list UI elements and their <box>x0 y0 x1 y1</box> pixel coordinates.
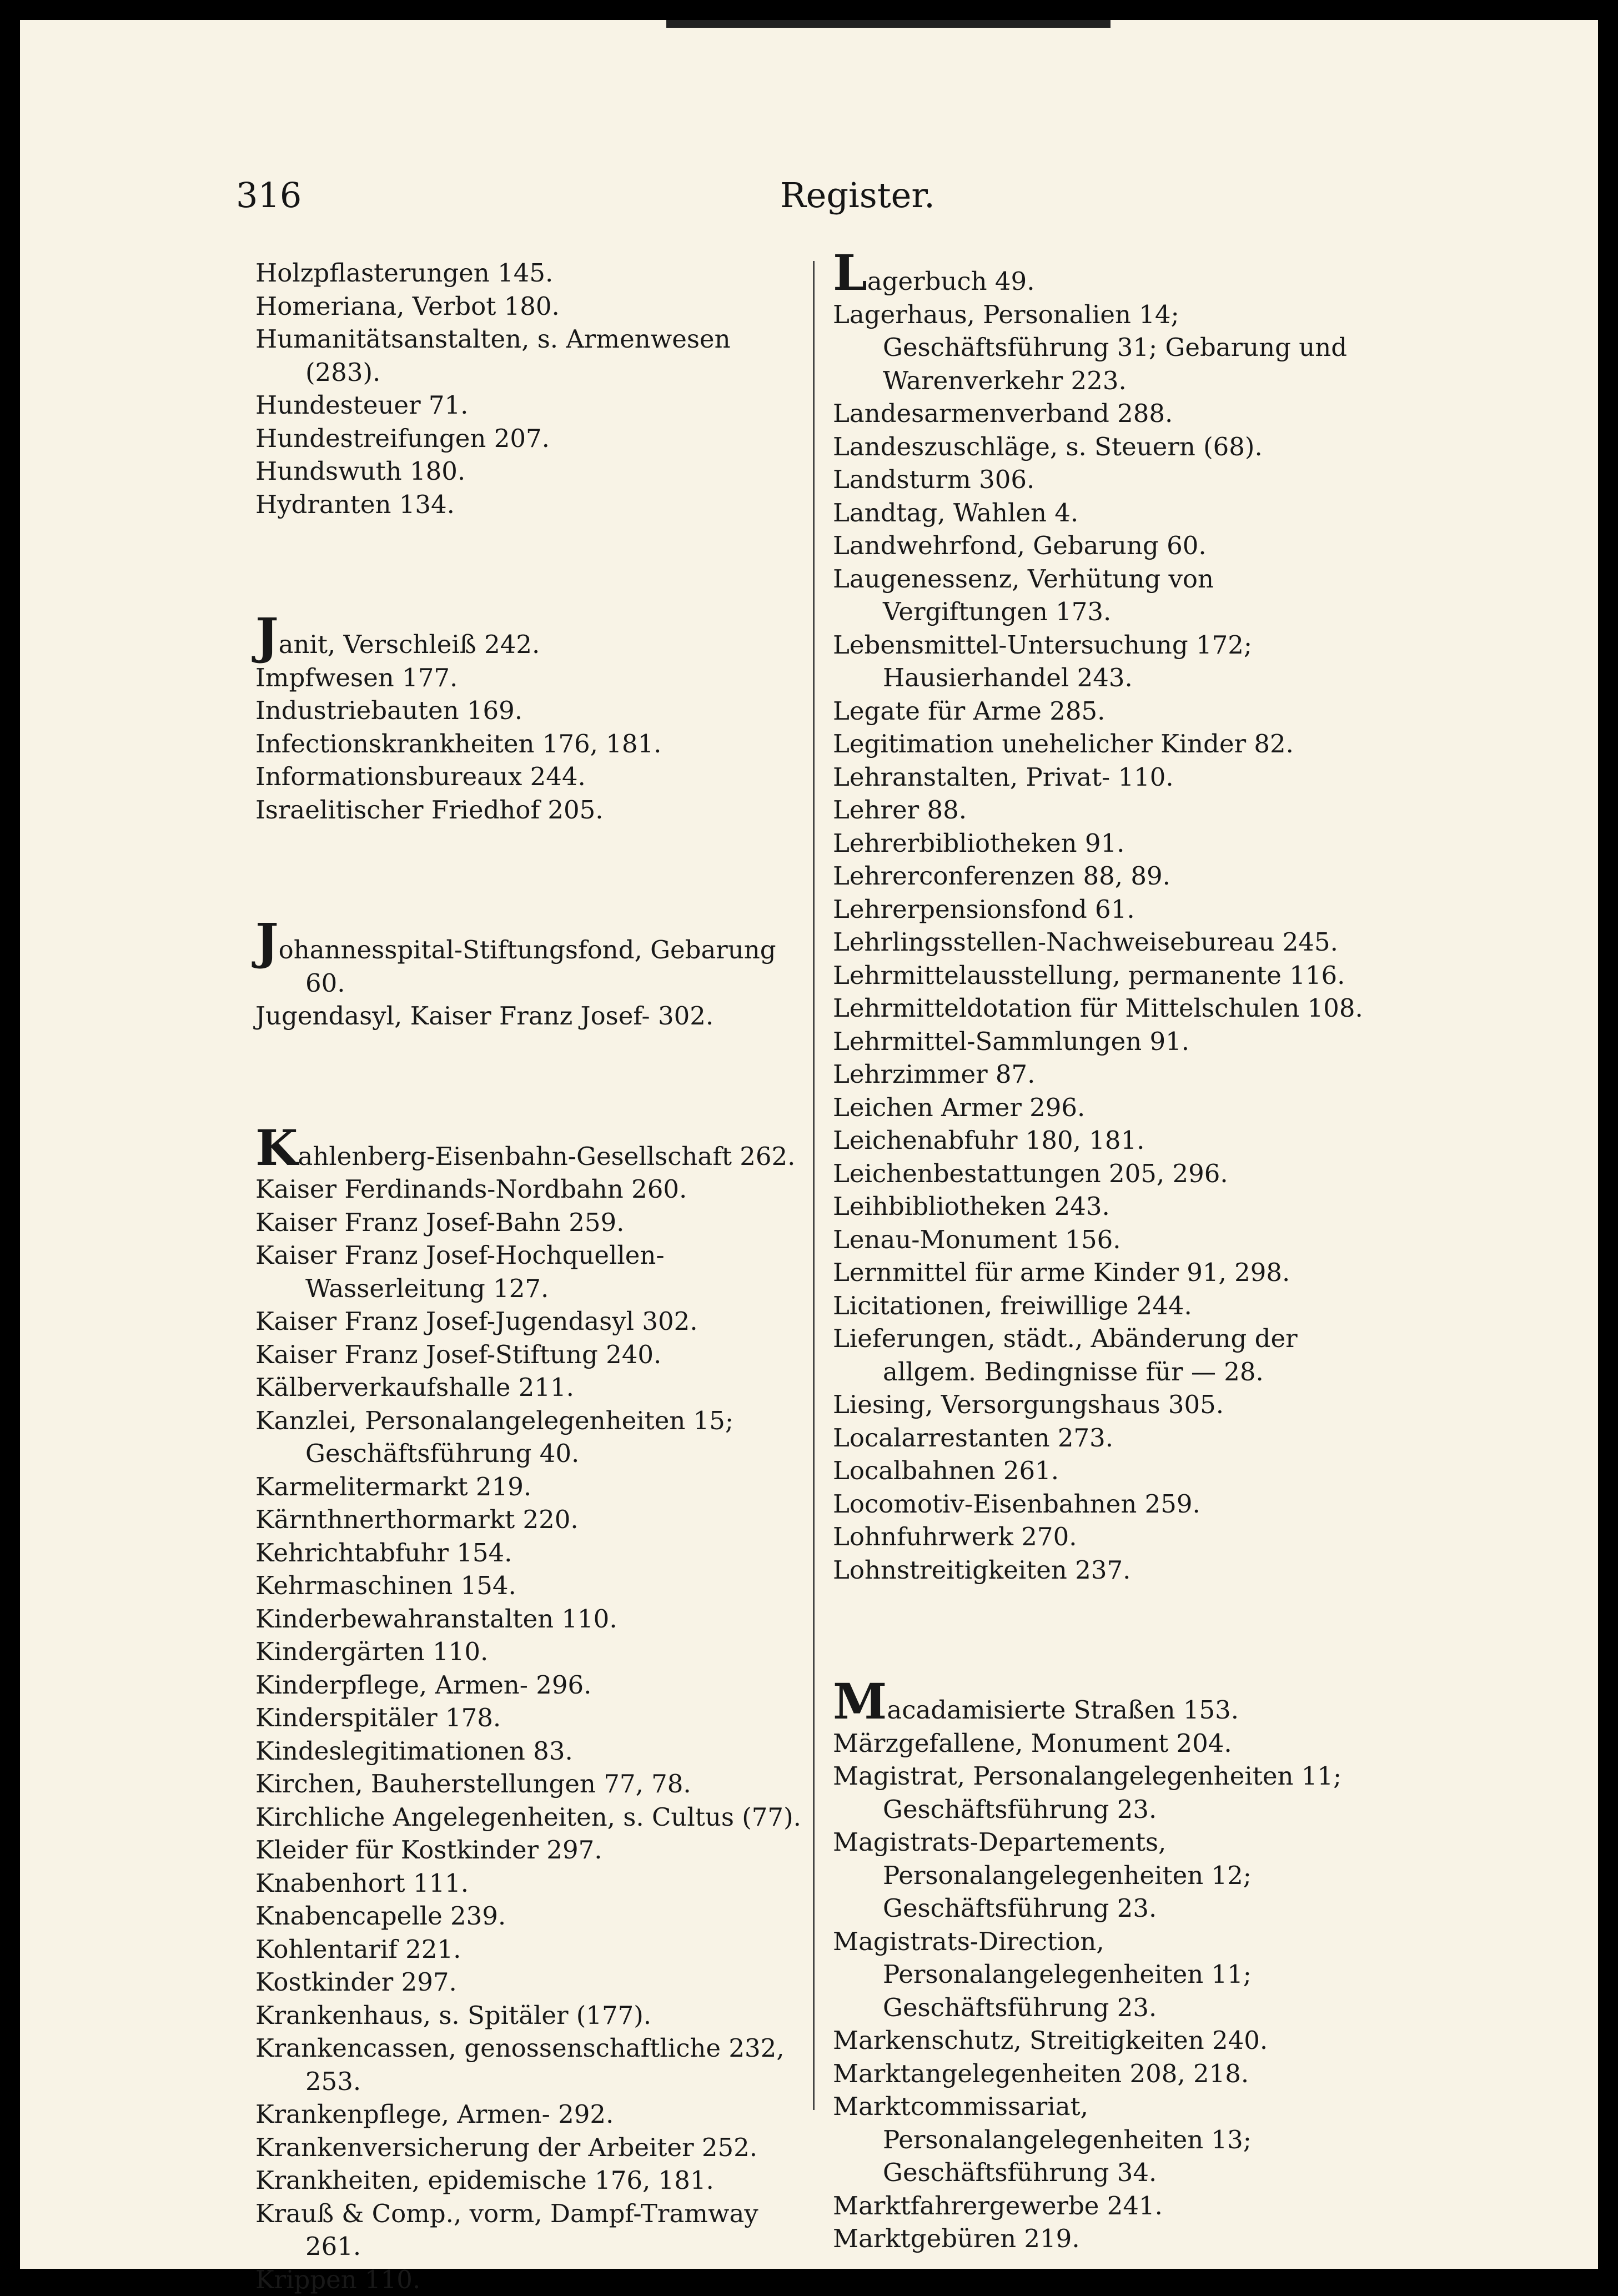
index-entry: Märzgefallene, Monument 204. <box>833 1727 1385 1760</box>
index-entry: Kanzlei, Personalangelegenheiten 15; Geschäftsführung 40. <box>255 1404 811 1470</box>
index-entry: Lieferungen, städt., Abänderung der allgem. Bedingnisse für — 28. <box>833 1322 1385 1388</box>
index-entry: Marktcommissariat, Personalangelegenheiten 13; Geschäftsführung 34. <box>833 2090 1385 2189</box>
index-entry: Krankenversicherung der Arbeiter 252. <box>255 2131 811 2164</box>
index-entry: Kahlenberg-Eisenbahn-Gesellschaft 262. <box>255 1132 811 1173</box>
index-entry: Hundesteuer 71. <box>255 389 811 422</box>
index-entry: Magistrats-Direction, Personalangelegenheiten 11; Geschäftsführung 23. <box>833 1925 1385 2024</box>
index-entry: Kindergärten 110. <box>255 1635 811 1669</box>
index-entry: Lagerbuch 49. <box>833 257 1385 298</box>
index-entry: Locomotiv-Eisenbahnen 259. <box>833 1488 1385 1521</box>
index-entry: Hundestreifungen 207. <box>255 422 811 455</box>
index-entry: Kinderbewahranstalten 110. <box>255 1602 811 1636</box>
column-divider <box>813 261 815 2110</box>
index-entry: Magistrats-Departements, Personalangelegenheiten 12; Geschäftsführung 23. <box>833 1826 1385 1925</box>
index-entry: Karmelitermarkt 219. <box>255 1470 811 1504</box>
index-entry: Kostkinder 297. <box>255 1966 811 1999</box>
index-entry: Lehrerpensionsfond 61. <box>833 893 1385 926</box>
index-entry: Kleider für Kostkinder 297. <box>255 1833 811 1867</box>
right-column <box>833 257 1385 2255</box>
index-entry: Krankheiten, epidemische 176, 181. <box>255 2164 811 2197</box>
index-entry: Kaiser Franz Josef-Jugendasyl 302. <box>255 1305 811 1338</box>
index-entry: Localbahnen 261. <box>833 1454 1385 1488</box>
index-entry: Kindeslegitimationen 83. <box>255 1735 811 1768</box>
section-j <box>255 925 811 1033</box>
index-entry: Lehranstalten, Privat- 110. <box>833 761 1385 794</box>
index-entry: Kehrmaschinen 154. <box>255 1569 811 1602</box>
index-entry: Kirchliche Angelegenheiten, s. Cultus (77). <box>255 1801 811 1834</box>
index-entry: Leichenbestattungen 205, 296. <box>833 1157 1385 1190</box>
index-entry: Holzpflasterungen 145. <box>255 257 811 290</box>
index-entry: Landwehrfond, Gebarung 60. <box>833 529 1385 562</box>
index-entry: Lehrerbibliotheken 91. <box>833 827 1385 860</box>
left-column <box>255 257 811 2296</box>
index-entry: Lebensmittel-Untersuchung 172; Hausierhandel 243. <box>833 629 1385 695</box>
index-entry: Infectionskrankheiten 176, 181. <box>255 727 811 761</box>
index-entry: Liesing, Versorgungshaus 305. <box>833 1388 1385 1421</box>
section-i <box>255 620 811 826</box>
section-initial: J <box>255 607 279 665</box>
index-entry: Landesarmenverband 288. <box>833 397 1385 430</box>
index-entry: Localarrestanten 273. <box>833 1421 1385 1455</box>
index-entry: Kälberverkaufshalle 211. <box>255 1371 811 1404</box>
section-initial: L <box>833 244 867 302</box>
index-entry: Kirchen, Bauherstellungen 77, 78. <box>255 1767 811 1801</box>
index-entry: Hydranten 134. <box>255 488 811 521</box>
index-entry: Landsturm 306. <box>833 463 1385 496</box>
index-entry: Kehrichtabfuhr 154. <box>255 1536 811 1570</box>
index-entry: Knabenhort 111. <box>255 1867 811 1900</box>
index-entry: Kärnthnerthormarkt 220. <box>255 1503 811 1536</box>
index-entry: Lenau-Monument 156. <box>833 1223 1385 1257</box>
index-entry: Lehrerconferenzen 88, 89. <box>833 860 1385 893</box>
index-entry: Lehrmitteldotation für Mittelschulen 108. <box>833 992 1385 1025</box>
index-entry: Leichenabfuhr 180, 181. <box>833 1124 1385 1157</box>
index-entry: Israelitischer Friedhof 205. <box>255 793 811 827</box>
index-entry: Lehrzimmer 87. <box>833 1058 1385 1091</box>
index-entry: Kaiser Franz Josef-Hochquellen-Wasserleitung 127. <box>255 1239 811 1305</box>
index-entry: Marktfahrergewerbe 241. <box>833 2189 1385 2223</box>
index-entry: Licitationen, freiwillige 244. <box>833 1289 1385 1323</box>
index-entry: Lernmittel für arme Kinder 91, 298. <box>833 1256 1385 1289</box>
index-entry: Homeriana, Verbot 180. <box>255 290 811 323</box>
top-edge-shadow <box>666 20 1111 28</box>
index-entry: Jugendasyl, Kaiser Franz Josef- 302. <box>255 999 811 1033</box>
index-entry: Landtag, Wahlen 4. <box>833 496 1385 530</box>
index-entry: Johannesspital-Stiftungsfond, Gebarung 60. <box>255 925 811 999</box>
index-entry: Legitimation unehelicher Kinder 82. <box>833 727 1385 761</box>
index-entry: Krankenpflege, Armen- 292. <box>255 2098 811 2131</box>
section-l <box>833 257 1385 1586</box>
index-entry: Knabencapelle 239. <box>255 1900 811 1933</box>
index-entry: Lehrmittel-Sammlungen 91. <box>833 1025 1385 1058</box>
index-entry: Kinderpflege, Armen- 296. <box>255 1669 811 1702</box>
index-entry: Industriebauten 169. <box>255 694 811 727</box>
index-entry: Lehrlingsstellen-Nachweisebureau 245. <box>833 926 1385 959</box>
index-entry: Lehrer 88. <box>833 793 1385 827</box>
section-m <box>833 1685 1385 2255</box>
index-entry: Leihbibliotheken 243. <box>833 1190 1385 1223</box>
index-entry: Informationsbureaux 244. <box>255 760 811 793</box>
index-entry: Landeszuschläge, s. Steuern (68). <box>833 430 1385 464</box>
index-entry: Krankencassen, genossenschaftliche 232, 253. <box>255 2032 811 2098</box>
index-entry: Lehrmittelausstellung, permanente 116. <box>833 959 1385 992</box>
index-entry: Kinderspitäler 178. <box>255 1701 811 1735</box>
index-entry: Krankenhaus, s. Spitäler (177). <box>255 1999 811 2032</box>
index-entry: Janit, Verschleiß 242. <box>255 620 811 661</box>
index-entry: Markenschutz, Streitigkeiten 240. <box>833 2024 1385 2057</box>
index-entry: Legate für Arme 285. <box>833 695 1385 728</box>
page-number: 316 <box>236 175 302 215</box>
section-h <box>255 257 811 521</box>
index-entry: Kaiser Ferdinands-Nordbahn 260. <box>255 1173 811 1206</box>
index-entry: Laugenessenz, Verhütung von Vergiftungen 173. <box>833 562 1385 629</box>
index-entry: Kohlentarif 221. <box>255 1933 811 1966</box>
index-entry: Impfwesen 177. <box>255 661 811 695</box>
index-entry: Humanitätsanstalten, s. Armenwesen (283). <box>255 323 811 389</box>
section-initial: J <box>255 912 279 970</box>
section-initial: M <box>833 1672 887 1730</box>
index-entry: Marktgebüren 219. <box>833 2222 1385 2255</box>
index-entry: Kaiser Franz Josef-Bahn 259. <box>255 1206 811 1239</box>
index-entry: Leichen Armer 296. <box>833 1091 1385 1124</box>
section-k <box>255 1132 811 2296</box>
index-entry: Lohnfuhrwerk 270. <box>833 1520 1385 1554</box>
index-entry: Magistrat, Personalangelegenheiten 11; Geschäftsführung 23. <box>833 1760 1385 1826</box>
index-entry: Marktangelegenheiten 208, 218. <box>833 2057 1385 2091</box>
index-entry: Macadamisierte Straßen 153. <box>833 1685 1385 1727</box>
section-initial: K <box>255 1119 298 1177</box>
page-title: Register. <box>780 175 935 215</box>
index-entry: Hundswuth 180. <box>255 455 811 488</box>
index-entry: Kaiser Franz Josef-Stiftung 240. <box>255 1338 811 1371</box>
index-entry: Lohnstreitigkeiten 237. <box>833 1554 1385 1587</box>
index-entry: Lagerhaus, Personalien 14; Geschäftsführung 31; Gebarung und Warenverkehr 223. <box>833 298 1385 398</box>
index-entry: Krauß & Comp., vorm, Dampf-Tramway 261. <box>255 2197 811 2263</box>
index-entry: Krippen 110. <box>255 2263 811 2296</box>
